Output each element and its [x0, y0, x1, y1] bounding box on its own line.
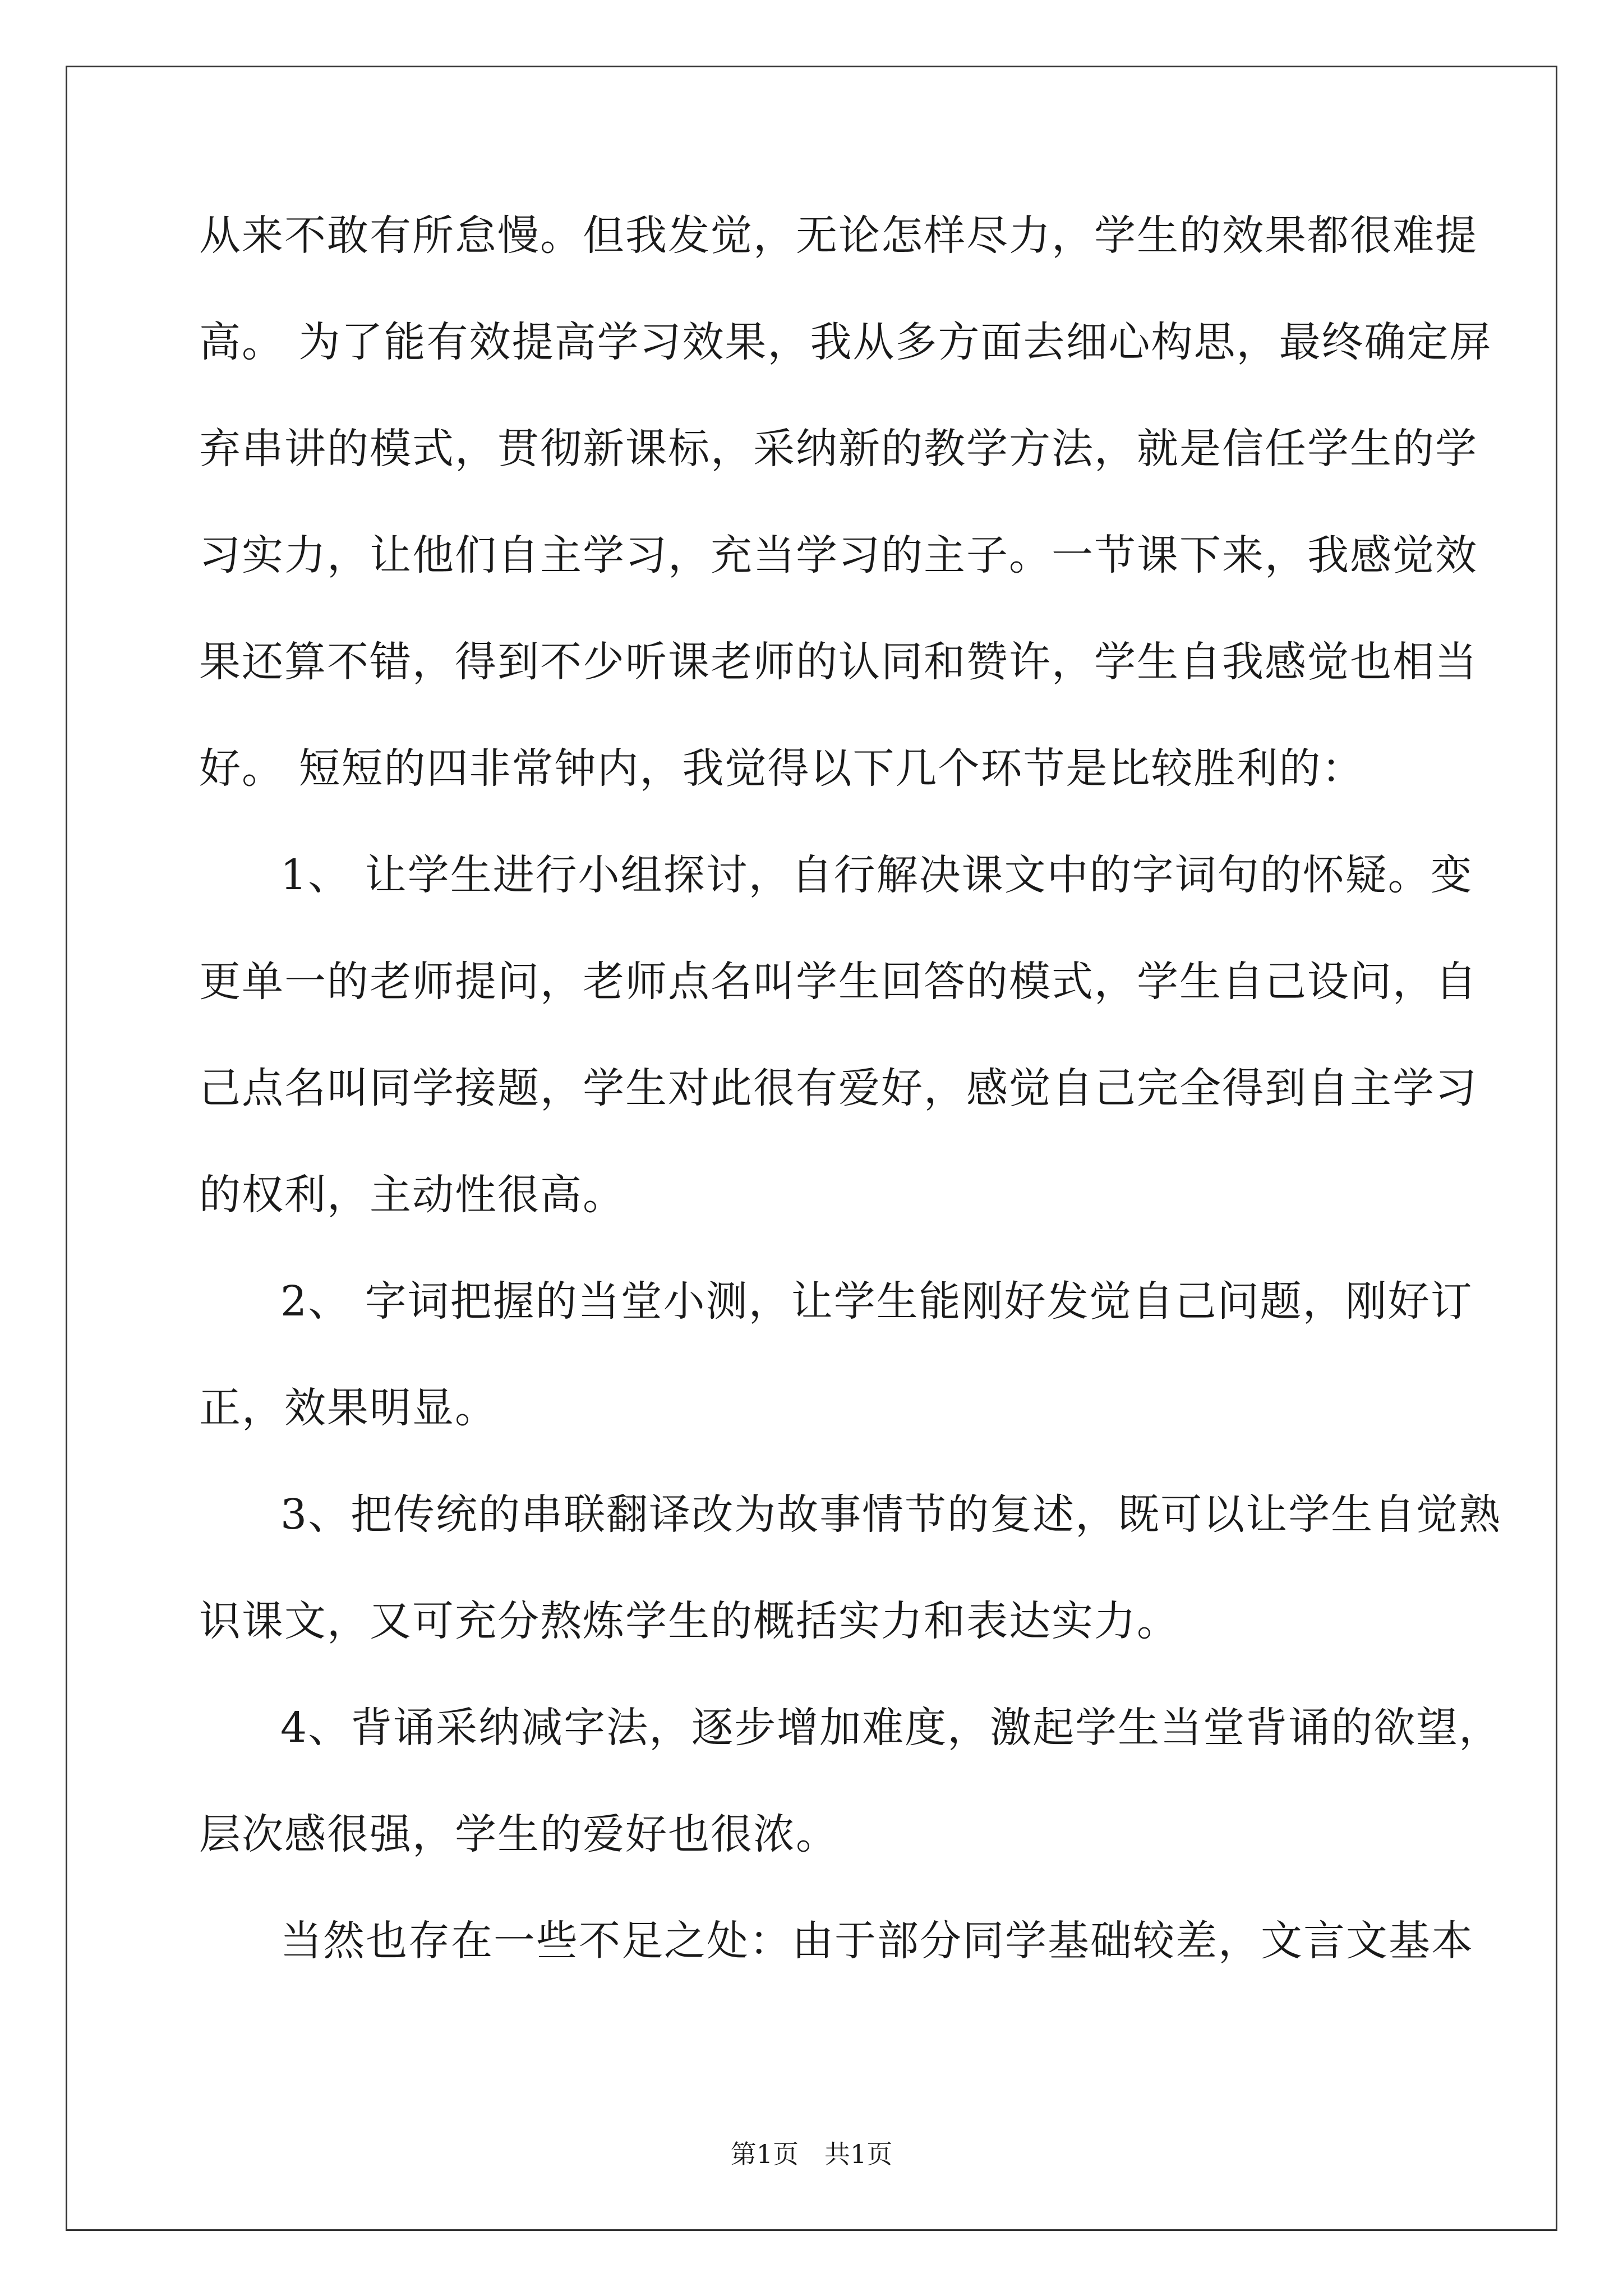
- text-line: 习实力，让他们自主学习，充当学习的主子。一节课下来，我感觉效: [199, 531, 1478, 579]
- text-line: 高。 为了能有效提高学习效果，我从多方面去细心构思，最终确定屏: [199, 318, 1492, 366]
- text-line: 更单一的老师提问，老师点名叫学生回答的模式，学生自己设问，自: [199, 958, 1478, 1006]
- text-line: 正，效果明显。: [199, 1384, 497, 1432]
- page-border: [66, 66, 1557, 2231]
- text-line: 1、 让学生进行小组探讨，自行解决课文中的字词句的怀疑。变: [280, 851, 1473, 899]
- text-line: 层次感很强，学生的爱好也很浓。: [199, 1810, 838, 1858]
- text-line: 好。 短短的四非常钟内，我觉得以下几个环节是比较胜利的：: [199, 744, 1364, 793]
- text-line: 识课文，又可充分熬炼学生的概括实力和表达实力。: [199, 1597, 1179, 1645]
- text-line: 当然也存在一些不足之处：由于部分同学基础较差，文言文基本: [280, 1917, 1474, 1965]
- text-line: 从来不敢有所怠慢。但我发觉，无论怎样尽力，学生的效果都很难提: [199, 211, 1478, 260]
- text-line: 的权利，主动性很高。: [199, 1171, 625, 1219]
- text-line: 2、 字词把握的当堂小测，让学生能刚好发觉自己问题，刚好订: [280, 1277, 1473, 1326]
- text-line: 3、把传统的串联翻译改为故事情节的复述，既可以让学生自觉熟: [280, 1490, 1502, 1539]
- text-line: 4、背诵采纳减字法，逐步增加难度，激起学生当堂背诵的欲望，: [280, 1704, 1502, 1752]
- page-footer: 第1页 共1页: [730, 2139, 893, 2169]
- text-line: 果还算不错，得到不少听课老师的认同和赞许，学生自我感觉也相当: [199, 638, 1478, 686]
- text-line: 己点名叫同学接题，学生对此很有爱好，感觉自己完全得到自主学习: [199, 1064, 1478, 1112]
- text-line: 弃串讲的模式，贯彻新课标，采纳新的教学方法，就是信任学生的学: [199, 425, 1478, 473]
